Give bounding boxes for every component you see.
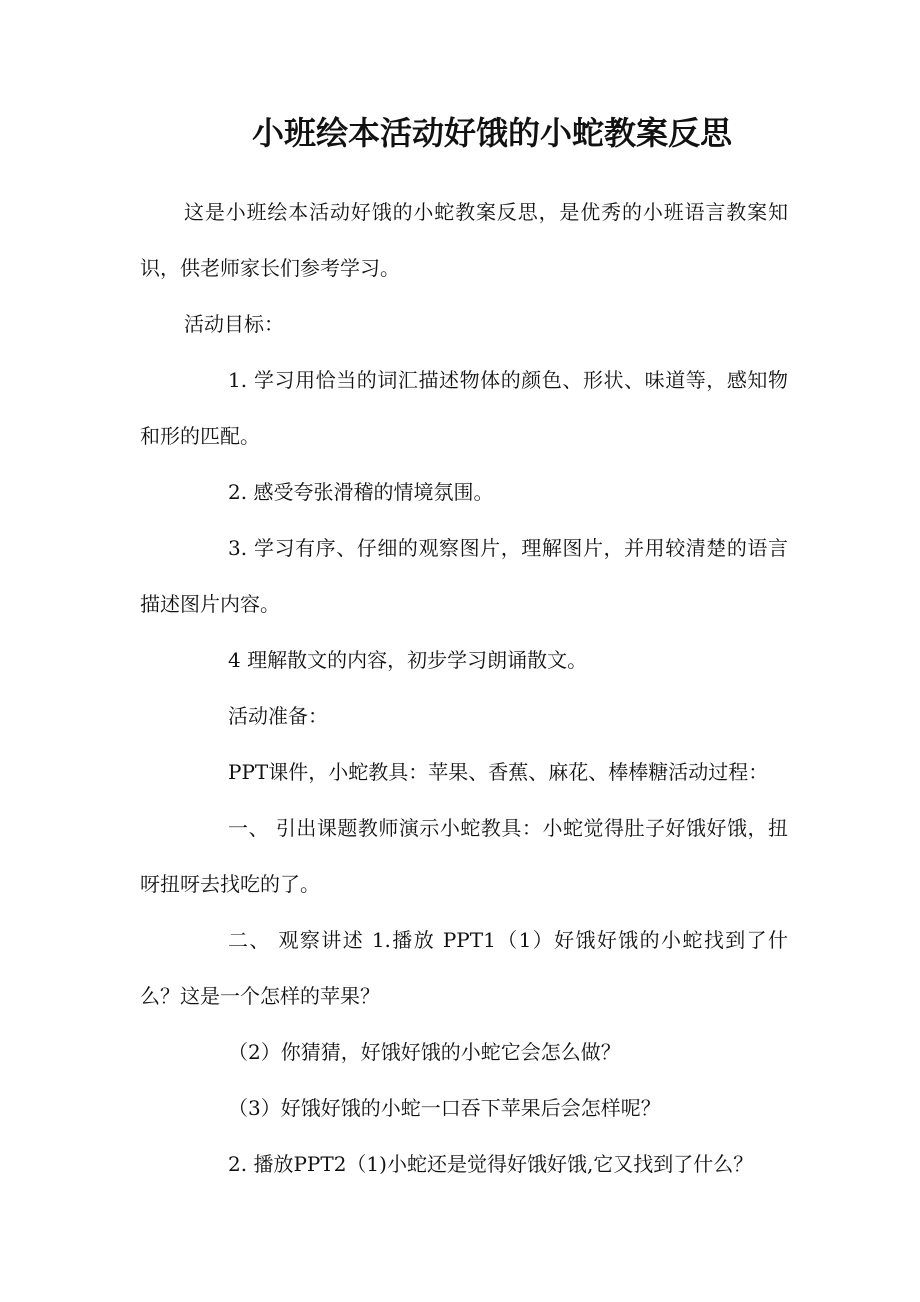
intro-paragraph	[140, 184, 788, 296]
goal-1	[140, 352, 788, 464]
step-2-part-2: 2. 播放PPT2（1)小蛇还是觉得好饿好饿,它又找到了什么？	[228, 1152, 754, 1176]
goals-heading: 活动目标：	[184, 312, 284, 336]
goal-4: 4 理解散文的内容，初步学习朗诵散文。	[228, 648, 588, 672]
step-1	[140, 800, 788, 912]
goal-3-text: 3. 学习有序、仔细的观察图片，理解图片，并用较清楚的语言描述图片内容。	[140, 536, 788, 616]
step-2-question-2: （2）你猜猜，好饿好饿的小蛇它会怎么做？	[228, 1040, 621, 1064]
prep-heading: 活动准备：	[228, 704, 328, 728]
goal-2: 2. 感受夸张滑稽的情境氛围。	[228, 480, 494, 504]
step-2-question-3: （3）好饿好饿的小蛇一口吞下苹果后会怎样呢？	[228, 1096, 661, 1120]
goal-1-text: 1. 学习用恰当的词汇描述物体的颜色、形状、味道等，感知物和形的匹配。	[140, 368, 788, 448]
page-title: 小班绘本活动好饿的小蛇教案反思	[251, 114, 732, 152]
goal-3	[140, 520, 788, 632]
prep-text: PPT课件，小蛇教具：苹果、香蕉、麻花、棒棒糖活动过程：	[228, 760, 769, 784]
intro-text: 这是小班绘本活动好饿的小蛇教案反思，是优秀的小班语言教案知识，供老师家长们参考学习。	[140, 200, 788, 280]
step-2	[140, 912, 788, 1024]
step-1-text: 一、 引出课题教师演示小蛇教具：小蛇觉得肚子好饿好饿，扭呀扭呀去找吃的了。	[140, 816, 788, 896]
step-2-text: 二、 观察讲述 1.播放 PPT1（1）好饿好饿的小蛇找到了什么？这是一个怎样的苹果？	[140, 928, 788, 1008]
